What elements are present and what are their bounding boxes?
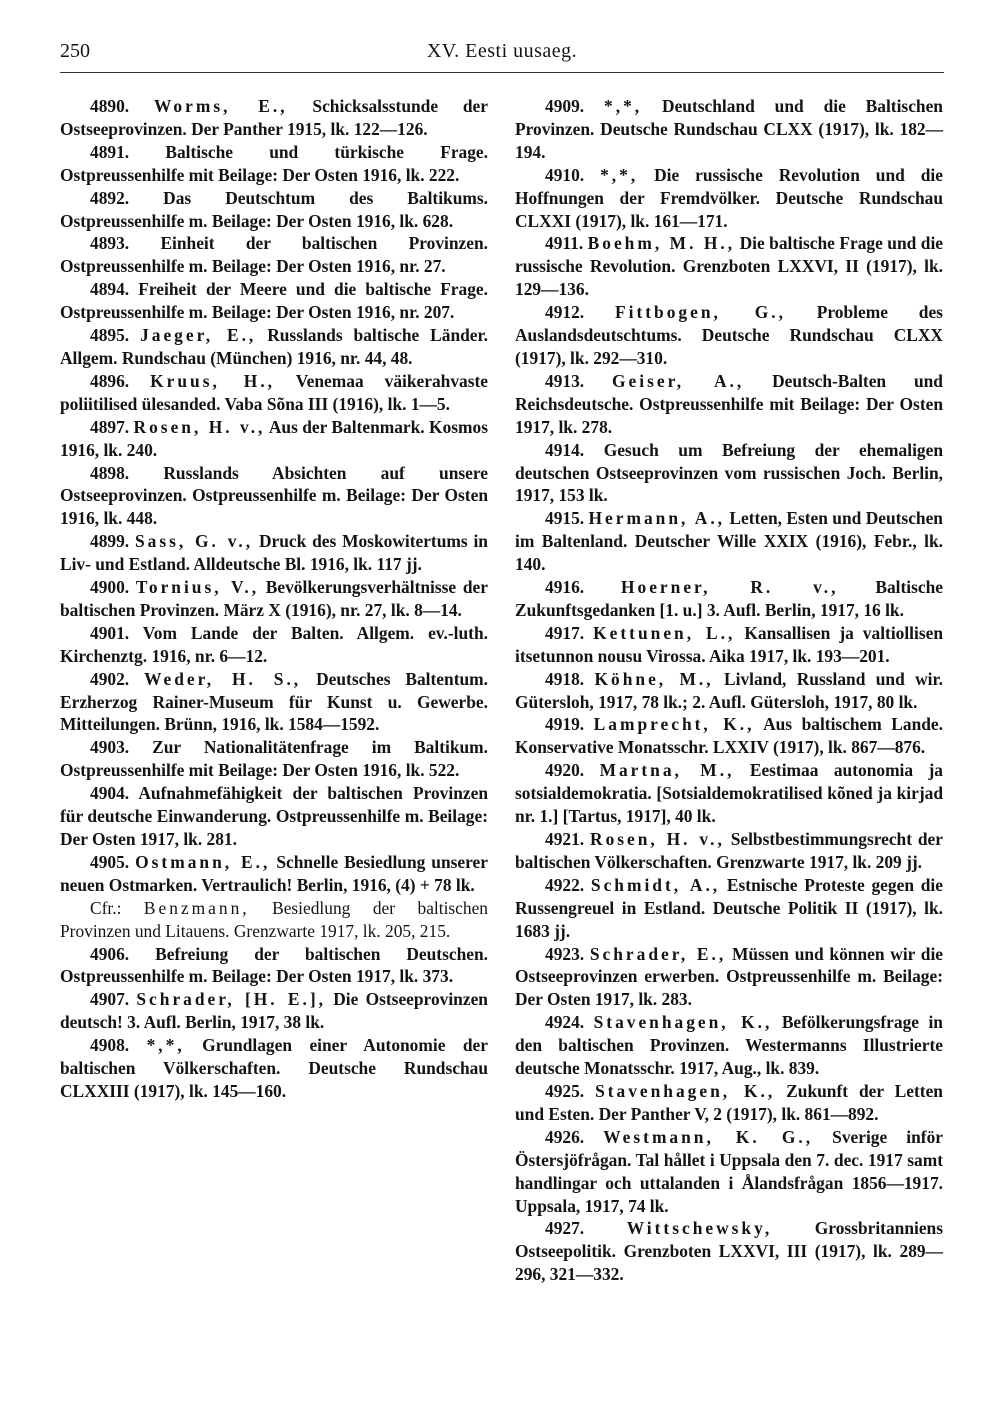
entry-number: 4921. [545, 829, 585, 849]
entry-text: Deutschland und die Baltischen Provinzen. Deutsche Rundschau CLXX (1917), lk. 182—194. [515, 96, 943, 162]
entry-text: Livland, Russland und wir. Gütersloh, 1917, 78 lk.; 2. Aufl. Gütersloh, 1917, 80 lk. [515, 668, 943, 712]
entry-text: Schnelle Besiedlung unserer neuen Ostmarken. Vertraulich! Berlin, 1916, (4) + 78 lk. [60, 851, 488, 895]
entry-author: Worms, E., [153, 96, 288, 116]
bibliography-entry [515, 713, 943, 759]
entry-author: Hoerner, R. v., [620, 577, 839, 598]
bibliography-entry [515, 1080, 943, 1126]
entry-number: 4906. [90, 943, 130, 964]
entry-number: 4902. [90, 668, 130, 689]
bibliography-entry [515, 668, 943, 714]
entry-text: Sverige inför Östersjöfrågan. Tal hållet i Uppsala den 7. dec. 1917 samt handlingar och uttalanden i Ålandsfrågan 1856—1917. Uppsala, 1917, 74 lk. [515, 1126, 944, 1216]
bibliography-entry [515, 576, 943, 622]
bibliography-entry [60, 232, 488, 278]
entry-author: Schrader, E., [589, 943, 727, 964]
bibliography-entry [515, 370, 943, 439]
entry-text: Baltische und türkische Frage. Ostpreussenhilfe mit Beilage: Der Osten 1916, lk. 222. [60, 141, 488, 185]
entry-author: Schrader, [H. E.], [136, 989, 326, 1010]
bibliography-entry [60, 988, 488, 1034]
bibliography-entry [60, 187, 488, 233]
entry-number: 4914. [545, 439, 585, 460]
bibliography-entry [515, 622, 943, 668]
bibliography-entry [515, 759, 943, 828]
entry-number: 4919. [545, 714, 585, 735]
entry-number: 4900. [90, 577, 130, 598]
entry-text: Deutsch-Balten und Reichsdeutsche. Ostpreussenhilfe mit Beilage: Der Osten 1917, lk. 278. [515, 370, 943, 437]
bibliography-entry [515, 507, 943, 576]
entry-number: 4913. [545, 370, 585, 391]
entry-number: 4890. [90, 96, 130, 116]
entry-number: 4910. [545, 164, 585, 185]
entry-text: Zur Nationalitätenfrage im Baltikum. Ostpreussenhilfe mit Beilage: Der Osten 1916, lk. 522. [60, 737, 488, 781]
note-prefix: Cfr.: [90, 897, 122, 918]
entry-number: 4911. [545, 233, 584, 254]
entry-author: Köhne, M., [594, 668, 714, 689]
entry-number: 4894. [90, 279, 130, 300]
entry-text: Aus baltischem Lande. Konservative Monatsschr. LXXIV (1917), lk. 867—876. [515, 714, 943, 758]
bibliography-entry [60, 416, 488, 462]
running-title: XV. Eesti uusaeg. [426, 40, 578, 62]
entry-author: Geiser, A., [612, 370, 745, 391]
entry-number: 4918. [545, 668, 585, 689]
entry-number: 4898. [90, 462, 130, 483]
entry-number: 4899. [90, 531, 130, 552]
left-column [60, 95, 488, 1103]
entry-number: 4907. [90, 989, 130, 1010]
bibliography-entry [60, 622, 488, 668]
entry-text: Venemaa väikerahvaste poliitilised ülesanded. Vaba Sõna III (1916), lk. 1—5. [60, 370, 488, 414]
entry-number: 4925. [545, 1080, 585, 1101]
entry-text: Eestimaa autonomia ja sotsialdemokratia. [Sotsialdemokratilised kõned ja kirjad nr. 1.] [Tartus, 1917], 40 lk. [515, 760, 943, 827]
entry-number: 4912. [545, 302, 585, 323]
entry-text: Russlands baltische Länder. Allgem. Rundschau (München) 1916, nr. 44, 48. [60, 325, 488, 368]
entry-number: 4909. [545, 96, 585, 116]
entry-number: 4893. [90, 233, 130, 254]
bibliography-entry [60, 530, 488, 576]
entry-author: *,*, [146, 1035, 185, 1056]
entry-text: Einheit der baltischen Provinzen. Ostpreussenhilfe m. Beilage: Der Osten 1916, nr. 27. [60, 233, 488, 277]
entry-text: Müssen und können wir die Ostseeprovinzen erwerben. Ostpreussenhilfe m. Beilage: Der Osten 1917, lk. 283. [515, 943, 943, 1010]
entry-number: 4903. [90, 737, 130, 758]
entry-text: Vom Lande der Balten. Allgem. ev.-luth. Kirchenztg. 1916, nr. 6—12. [60, 622, 488, 666]
bibliography-entry [515, 874, 943, 943]
entry-text: Die russische Revolution und die Hoffnungen der Fremdvölker. Deutsche Rundschau CLXXI (1917), lk. 161—171. [515, 164, 943, 231]
entry-author: Jaeger, E., [140, 325, 257, 346]
entry-text: Baltische Zukunftsgedanken [1. u.] 3. Aufl. Berlin, 1917, 16 lk. [515, 577, 943, 620]
bibliography-entry [515, 95, 943, 164]
bibliography-entry [60, 462, 488, 531]
bibliography-entry [60, 370, 488, 416]
bibliography-entry [60, 141, 488, 187]
entry-number: 4901. [90, 622, 130, 643]
entry-number: 4922. [545, 874, 585, 895]
right-column [515, 95, 943, 1286]
entry-number: 4916. [545, 577, 585, 598]
entry-author: Wittschewsky, [626, 1218, 773, 1239]
entry-number: 4926. [545, 1126, 585, 1147]
entry-text: Das Deutschtum des Baltikums. Ostpreussenhilfe m. Beilage: Der Osten 1916, lk. 628. [60, 187, 488, 231]
entry-author: Sass, G. v., [134, 531, 254, 552]
entry-text: Russlands Absichten auf unsere Ostseeprovinzen. Ostpreussenhilfe m. Beilage: Der Osten 1916, lk. 448. [60, 462, 488, 529]
entry-number: 4908. [90, 1035, 130, 1056]
bibliography-entry [60, 851, 488, 897]
entry-number: 4923. [545, 943, 585, 964]
entry-number: 4927. [545, 1218, 585, 1239]
bibliography-entry [515, 439, 943, 508]
cross-reference-note [60, 897, 488, 943]
entry-author: Rosen, H. v., [590, 829, 725, 849]
entry-text: Schicksalsstunde der Ostseeprovinzen. Der Panther 1915, lk. 122—126. [60, 96, 488, 139]
bibliography-entry [60, 576, 488, 622]
entry-author: Lamprecht, K., [593, 714, 755, 735]
entry-author: Fittbogen, G., [615, 302, 786, 323]
entry-number: 4915. [545, 508, 585, 529]
page-header [60, 36, 944, 73]
bibliography-entry [60, 668, 488, 737]
entry-text: Befreiung der baltischen Deutschen. Ostpreussenhilfe m. Beilage: Der Osten 1917, lk. 373. [60, 943, 488, 987]
entry-text: Selbstbestimmungsrecht der baltischen Völkerschaften. Grenzwarte 1917, lk. 209 jj. [515, 829, 943, 872]
bibliography-entry [60, 324, 488, 370]
entry-text: Aus der Baltenmark. Kosmos 1916, lk. 240. [60, 416, 488, 460]
entry-text: Die Ostseeprovinzen deutsch! 3. Aufl. Berlin, 1917, 38 lk. [60, 989, 488, 1033]
entry-number: 4897. [90, 416, 130, 437]
entry-author: Kruus, H., [150, 370, 276, 391]
bibliography-entry [515, 1011, 943, 1080]
entry-number: 4904. [90, 783, 130, 804]
entry-author: Stavenhagen, K., [593, 1012, 773, 1033]
entry-author: Tornius, V., [135, 577, 260, 598]
entry-text: Freiheit der Meere und die baltische Frage. Ostpreussenhilfe m. Beilage: Der Osten 1916, nr. 207. [60, 279, 488, 323]
entry-author: *,*, [604, 96, 643, 116]
entry-author: Kettunen, L., [593, 622, 736, 643]
entry-author: Rosen, H. v., [133, 416, 266, 437]
entry-text: Bevölkerungsverhältnisse der baltischen Provinzen. März X (1916), nr. 27, lk. 8—14. [60, 577, 488, 620]
entry-text: Aufnahmefähigkeit der baltischen Provinzen für deutsche Einwanderung. Ostpreussenhilfe m. Beilage: Der Osten 1917, lk. 281. [60, 783, 488, 849]
bibliography-entry [60, 95, 488, 141]
entry-text: Probleme des Auslandsdeutschtums. Deutsche Rundschau CLXX (1917), lk. 292—310. [515, 302, 943, 368]
entry-number: 4920. [545, 760, 585, 781]
entry-text: Druck des Moskowitertums in Liv- und Estland. Alldeutsche Bl. 1916, lk. 117 jj. [60, 531, 488, 575]
entry-author: Stavenhagen, K., [595, 1080, 776, 1101]
entry-text: Deutsches Baltentum. Erzherzog Rainer-Museum für Kunst u. Gewerbe. Mitteilungen. Brünn, 1916, lk. 1584—1592. [60, 668, 488, 735]
bibliography-entry [515, 1217, 943, 1286]
entry-number: 4905. [90, 851, 130, 872]
entry-number: 4917. [545, 622, 585, 643]
note-author: Benzmann, [143, 897, 250, 918]
bibliography-entry [515, 301, 943, 370]
bibliography-entry [515, 828, 943, 874]
entry-author: Westmann, K. G., [603, 1126, 814, 1147]
bibliography-entry [60, 943, 488, 989]
entry-number: 4895. [90, 325, 130, 346]
entry-text: Die baltische Frage und die russische Revolution. Grenzboten LXXVI, II (1917), lk. 129—136. [515, 233, 943, 300]
entry-author: Hermann, A., [588, 508, 726, 529]
entry-text: Gesuch um Befreiung der ehemaligen deutschen Ostseeprovinzen vom russischen Joch. Berlin, 1917, 153 lk. [515, 439, 943, 506]
bibliography-entry [60, 278, 488, 324]
entry-number: 4891. [90, 141, 130, 162]
entry-number: 4892. [90, 187, 130, 208]
entry-number: 4896. [90, 370, 130, 391]
bibliography-entry [515, 943, 943, 1012]
entry-author: Martna, M., [599, 760, 735, 781]
entry-author: *,*, [600, 164, 639, 185]
entry-text: Befölkerungsfrage in den baltischen Provinzen. Westermanns Illustrierte deutsche Monatsschr. 1917, Aug., lk. 839. [515, 1012, 943, 1079]
bibliography-entry [60, 782, 488, 851]
entry-author: Weder, H. S., [144, 668, 302, 689]
note-text: Besiedlung der baltischen Provinzen und Litauens. Grenzwarte 1917, lk. 205, 215. [60, 897, 488, 941]
entry-text: Estnische Proteste gegen die Russengreuel in Estland. Deutsche Politik II (1917), lk. 1683 jj. [515, 874, 943, 941]
entry-author: Boehm, M. H., [587, 233, 736, 254]
entry-number: 4924. [545, 1012, 585, 1033]
bibliography-entry [515, 164, 943, 233]
entry-text: Zukunft der Letten und Esten. Der Panther V, 2 (1917), lk. 861—892. [515, 1080, 943, 1124]
entry-text: Grundlagen einer Autonomie der baltischen Völkerschaften. Deutsche Rundschau CLXXIII (1917), lk. 145—160. [60, 1035, 488, 1101]
page-number: 250 [60, 40, 90, 62]
bibliography-entry [60, 1034, 488, 1103]
entry-text: Kansallisen ja valtiollisen itsetunnon nousu Virossa. Aika 1917, lk. 193—201. [515, 622, 944, 666]
entry-author: Ostmann, E., [135, 851, 271, 872]
entry-text: Letten, Esten und Deutschen im Baltenland. Deutscher Wille XXIX (1916), Febr., lk. 140. [515, 508, 943, 575]
entry-author: Schmidt, A., [590, 874, 721, 895]
bibliography-entry [60, 736, 488, 782]
entry-text: Grossbritanniens Ostseepolitik. Grenzboten LXXVI, III (1917), lk. 289—296, 321—332. [515, 1218, 943, 1285]
bibliography-entry [515, 232, 943, 301]
bibliography-entry [515, 1126, 943, 1218]
